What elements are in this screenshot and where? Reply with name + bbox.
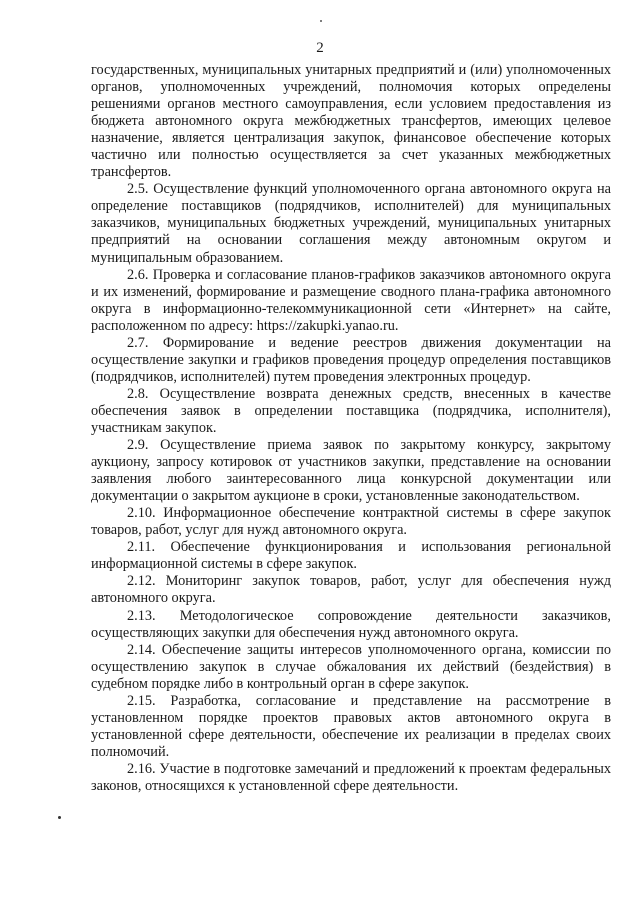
paragraph-2-9: 2.9. Осуществление приема заявок по закрытому конкурсу, закрытому аукциону, запросу котировок от участников закупки, представление на основании заявления любого заинтересованного лица конкурсной документации или документации о закрытом аукционе в сроки, установленные законодательством. <box>91 437 611 505</box>
scan-speck <box>320 20 322 22</box>
paragraph-2-14: 2.14. Обеспечение защиты интересов уполномоченного органа, комиссии по осуществлению закупок в случае обжалования их действий (бездействия) в судебном порядке либо в контрольный орган в сфере закупок. <box>91 641 611 692</box>
paragraph-continuation: государственных, муниципальных унитарных предприятий и (или) уполномоченных органов, уполномоченных учреждений, полномочия которых определены решениями органов местного самоуправления, если условием предоставления из бюджета автономного округа межбюджетных трансфертов, имеющих целевое назначение, является централизация закупок, финансовое обеспечение которых частично или полностью осуществляется за счет указанных межбюджетных трансфертов. <box>91 62 611 181</box>
paragraph-2-8: 2.8. Осуществление возврата денежных средств, внесенных в качестве обеспечения заявок в определении поставщика (подрядчика, исполнителя), участникам закупок. <box>91 385 611 436</box>
paragraph-2-7: 2.7. Формирование и ведение реестров движения документации на осуществление закупки и графиков проведения процедур определения поставщиков (подрядчиков, исполнителей) путем проведения электронных процедур. <box>91 334 611 385</box>
paragraph-2-10: 2.10. Информационное обеспечение контрактной системы в сфере закупок товаров, работ, услуг для нужд автономного округа. <box>91 505 611 539</box>
paragraph-2-12: 2.12. Мониторинг закупок товаров, работ, услуг для обеспечения нужд автономного округа. <box>91 573 611 607</box>
paragraph-2-16: 2.16. Участие в подготовке замечаний и предложений к проектам федеральных законов, относящихся к установленной сфере деятельности. <box>91 760 611 794</box>
document-body <box>91 62 611 795</box>
margin-dot-mark <box>58 816 61 819</box>
paragraph-2-13: 2.13. Методологическое сопровождение деятельности заказчиков, осуществляющих закупки для обеспечения нужд автономного округа. <box>91 607 611 641</box>
paragraph-2-15: 2.15. Разработка, согласование и представление на рассмотрение в установленном порядке проектов правовых актов автономного округа в установленной сфере деятельности, обеспечение их реализации в пределах своих полномочий. <box>91 692 611 760</box>
paragraph-2-6: 2.6. Проверка и согласование планов-графиков заказчиков автономного округа и их изменений, формирование и размещение сводного плана-графика автономного округа в информационно-телекоммуникационной сети «Интернет» на сайте, расположенном по адресу: https://zakupki.yanao.ru. <box>91 266 611 334</box>
paragraph-2-5: 2.5. Осуществление функций уполномоченного органа автономного округа на определение поставщиков (подрядчиков, исполнителей) для муниципальных заказчиков, муниципальных бюджетных учреждений, муниципальных унитарных предприятий на основании соглашения между автономным округом и муниципальным образованием. <box>91 181 611 266</box>
page-number: 2 <box>316 40 324 56</box>
paragraph-2-11: 2.11. Обеспечение функционирования и использования региональной информационной системы в сфере закупок. <box>91 539 611 573</box>
